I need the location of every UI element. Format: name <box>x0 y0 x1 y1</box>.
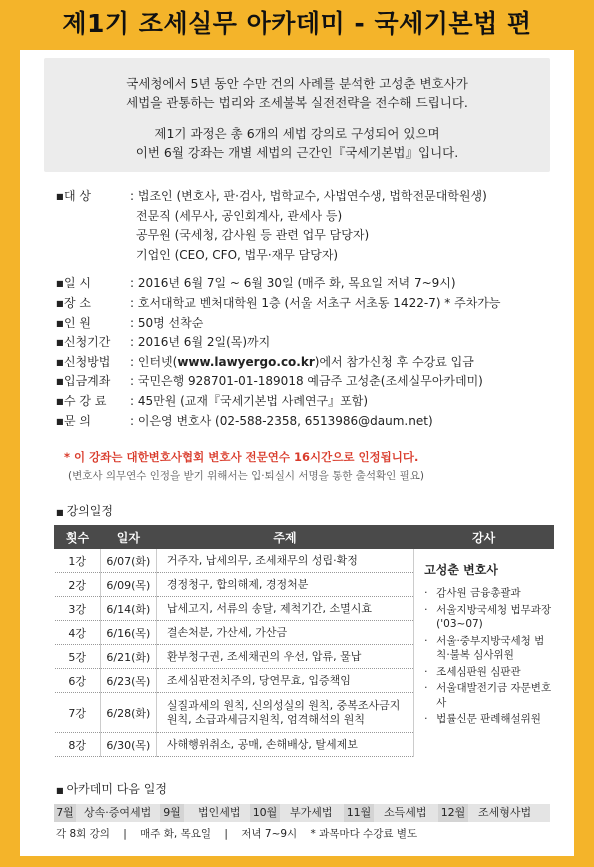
next-schedule-bar <box>54 804 550 822</box>
next-subject: 상속·증여세법 <box>84 806 152 819</box>
bullet-icon: ■ <box>56 318 64 328</box>
bullet-icon: ■ <box>56 298 64 308</box>
table-row: 8강 6/30(목) 사해행위취소, 공매, 손해배상, 탈세제보 <box>55 733 554 757</box>
cle-notice: * 이 강좌는 대한변호사협회 변호사 전문연수 16시간으로 인정됩니다. <box>64 450 419 464</box>
table-row: 4강 6/16(목) 결손처분, 가산세, 가산금 <box>55 621 554 645</box>
info-deadline: ■ 신청기간 : 2016년 6월 2일(목)까지 <box>56 333 556 353</box>
cle-notice-detail: (변호사 의무연수 인정을 받기 위해서는 입·퇴실시 서명을 통한 출석확인 필요) <box>68 470 425 482</box>
table-row: 2강 6/09(목) 경정청구, 합의해제, 경정처분 <box>55 573 554 597</box>
col-header-no: 횟수 <box>55 526 101 549</box>
col-header-date: 일자 <box>100 526 156 549</box>
bullet-icon: ■ <box>56 377 64 387</box>
col-header-topic: 주제 <box>156 526 413 549</box>
bullet-icon: ■ <box>56 786 64 795</box>
intro-line-4: 이번 6월 강좌는 개별 세법의 근간인『국세기본법』입니다. <box>135 145 459 160</box>
next-subject: 소득세법 <box>384 806 427 819</box>
info-fee: ■ 수 강 료 : 45만원 (교재『국세기본법 사례연구』포함) <box>56 392 556 412</box>
next-subject: 부가세법 <box>290 806 333 819</box>
lecturer-career: · 조세심판원 심판관 <box>424 665 521 678</box>
bullet-icon: ■ <box>56 396 64 406</box>
lecturer-career: · 서울대발전기금 자문변호사 <box>424 682 552 709</box>
info-account: ■ 입금계좌 : 국민은행 928701-01-189018 예금주 고성춘(조세실무아카데미) <box>56 372 556 392</box>
next-subject: 법인세법 <box>198 806 241 819</box>
schedule-table <box>54 525 554 757</box>
info-list <box>56 187 556 431</box>
intro-line-3: 제1기 과정은 총 6개의 세법 강의로 구성되어 있으며 <box>154 126 440 141</box>
lecturer-career: · 감사원 금융총괄과 <box>424 587 521 599</box>
next-subject: 조세형사법 <box>478 806 532 819</box>
next-month: 11월 <box>344 804 374 822</box>
intro-line-1: 국세청에서 5년 동안 수만 건의 사례를 분석한 고성춘 변호사가 <box>126 76 468 91</box>
next-schedule-heading: ■ 아카데미 다음 일정 <box>56 782 167 796</box>
next-month: 12월 <box>438 804 468 822</box>
table-row: 3강 6/14(화) 납세고지, 서류의 송달, 제척기간, 소멸시효 <box>55 597 554 621</box>
page-title: 제1기 조세실무 아카데미 - 국세기본법 편 <box>62 9 532 38</box>
bullet-icon: ■ <box>56 279 64 289</box>
intro-box <box>44 58 550 172</box>
table-row: 6강 6/23(목) 조세심판전치주의, 당연무효, 입증책임 <box>55 669 554 693</box>
table-row: 7강 6/28(화) 실질과세의 원칙, 신의성실의 원칙, 중복조사금지 원칙, 소급과세금지원칙, 엄격해석의 원칙 <box>55 693 554 733</box>
info-date: ■ 일 시 : 2016년 6월 7일 ~ 6월 30일 (매주 화, 목요일 저녁 7~9시) <box>56 274 556 294</box>
signup-link[interactable]: www.lawyergo.co.kr <box>177 354 315 369</box>
info-target: ■ 대 상 : 법조인 (변호사, 판·검사, 법학교수, 사법연수생, 법학전문대학원생) <box>56 187 556 207</box>
info-place: ■ 장 소 : 호서대학교 벤처대학원 1층 (서울 서초구 서초동 1422-7) * 주차가능 <box>56 294 556 314</box>
target-line-3: 공무원 (국세청, 감사원 등 관련 업무 담당자) <box>136 228 370 243</box>
col-header-lecturer: 강사 <box>414 526 554 549</box>
lecturer-career: · 법률신문 판례해설위원 <box>424 713 541 725</box>
next-month: 7월 <box>54 804 76 822</box>
bullet-icon: ■ <box>56 192 64 201</box>
lecturer-career: · 서울지방국세청 법무과장('03~07) <box>424 603 552 630</box>
bullet-icon: ■ <box>56 357 64 367</box>
info-method: ■ 신청방법 : 인터넷(www.lawyergo.co.kr)에서 참가신청 후 수강료 입금 <box>56 353 556 373</box>
info-people: ■ 인 원 : 50명 선착순 <box>56 314 556 334</box>
info-contact: ■ 문 의 : 이은영 변호사 (02-588-2358, 6513986@daum.net) <box>56 412 556 432</box>
target-line-2: 전문직 (세무사, 공인회계사, 관세사 등) <box>136 208 343 223</box>
table-row: 1강 6/07(화) 거주자, 납세의무, 조세채무의 성립·확정 고성춘 변호사 · 감사원 금융총괄과 · 서울지방국세청 법무과장('03~07) · 서울·중부지방국세청 범칙·불복 심사위원 · 조세심판원 심판관 · 서울대발전기금 자문변호사 · 법률신문 판례해설위원 <box>55 549 554 573</box>
lecturer-name: 고성춘 변호사 <box>424 563 498 577</box>
table-row: 5강 6/21(화) 환부청구권, 조세채권의 우선, 압류, 물납 <box>55 645 554 669</box>
footer-note: 각 8회 강의 | 매주 화, 목요일 | 저녁 7~9시 * 과목마다 수강료 별도 <box>56 828 418 840</box>
lecturer-cell <box>414 549 554 757</box>
bullet-icon: ■ <box>56 416 64 426</box>
next-month: 9월 <box>160 804 184 822</box>
lecturer-career: · 서울·중부지방국세청 범칙·불복 심사위원 <box>424 634 545 661</box>
next-month: 10월 <box>250 804 280 822</box>
bullet-icon: ■ <box>56 508 64 517</box>
bullet-icon: ■ <box>56 338 64 348</box>
schedule-heading: ■ 강의일정 <box>56 504 113 518</box>
intro-line-2: 세법을 관통하는 법리와 조세불복 실전전략을 전수해 드립니다. <box>126 95 468 110</box>
target-line-4: 기업인 (CEO, CFO, 법무·재무 담당자) <box>136 247 339 262</box>
